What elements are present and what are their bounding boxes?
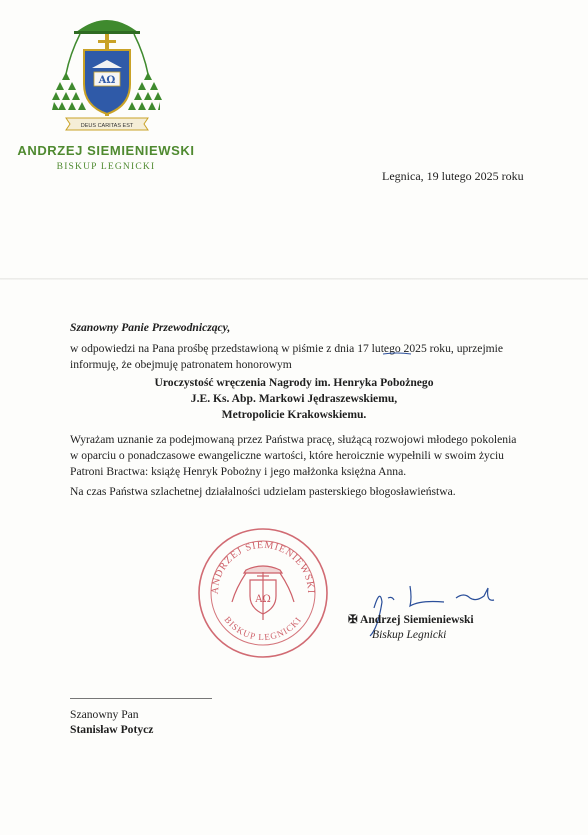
event-line-2: J.E. Ks. Abp. Markowi Jędraszewskiemu, [190, 392, 398, 405]
address-divider [70, 698, 212, 699]
recipient-name: Stanisław Potycz [70, 723, 154, 736]
episcopal-crest-icon [52, 14, 162, 142]
sender-name: ANDRZEJ SIEMIENIEWSKI [17, 143, 195, 158]
greeting: Szanowny Panie Przewodniczący, [70, 321, 231, 334]
paragraph-3: Na czas Państwa szlachetnej działalności udzielam pasterskiego błogosławieństwa. [70, 485, 456, 498]
signatory-title: Biskup Legnicki [372, 628, 447, 641]
signatory-name: ✠ Andrzej Siemieniewski [348, 613, 474, 626]
svg-text:ANDRZEJ SIEMIENIEWSKI: ANDRZEJ SIEMIENIEWSKI [209, 539, 317, 595]
event-line-1: Uroczystość wręczenia Nagrody im. Henryka Pobożnego [154, 376, 434, 389]
paper-fold-line [0, 278, 588, 280]
svg-text:AΩ: AΩ [255, 594, 271, 605]
event-line-3: Metropolicie Krakowskiemu. [221, 408, 367, 421]
paragraph-2: Wyrażam uznanie za podejmowaną przez Państwa pracę, służącą rozwojowi młodego pokolenia w oparciu o ponadczasowe ewangeliczne wartości, które heroicznie wypełnili w swoim życiu Patroni Bractwa: książę Henryk Pobożny i jego małżonka księżna Anna. [70, 433, 517, 478]
ink-mark-icon [382, 351, 412, 357]
recipient-salutation: Szanowny Pan [70, 708, 139, 721]
svg-text:AΩ: AΩ [98, 75, 116, 86]
svg-text:BISKUP LEGNICKI: BISKUP LEGNICKI [222, 614, 304, 643]
date-line: Legnica, 19 lutego 2025 roku [382, 169, 524, 183]
official-stamp-icon [196, 526, 330, 660]
sender-title: BISKUP LEGNICKI [56, 162, 156, 172]
crest-motto: DEUS CARITAS EST [80, 123, 134, 129]
paragraph-1: w odpowiedzi na Pana prośbę przedstawioną w piśmie z dnia 17 lutego 2025 roku, uprzejmie informuję, że obejmuję patronatem honorowym [70, 342, 504, 371]
